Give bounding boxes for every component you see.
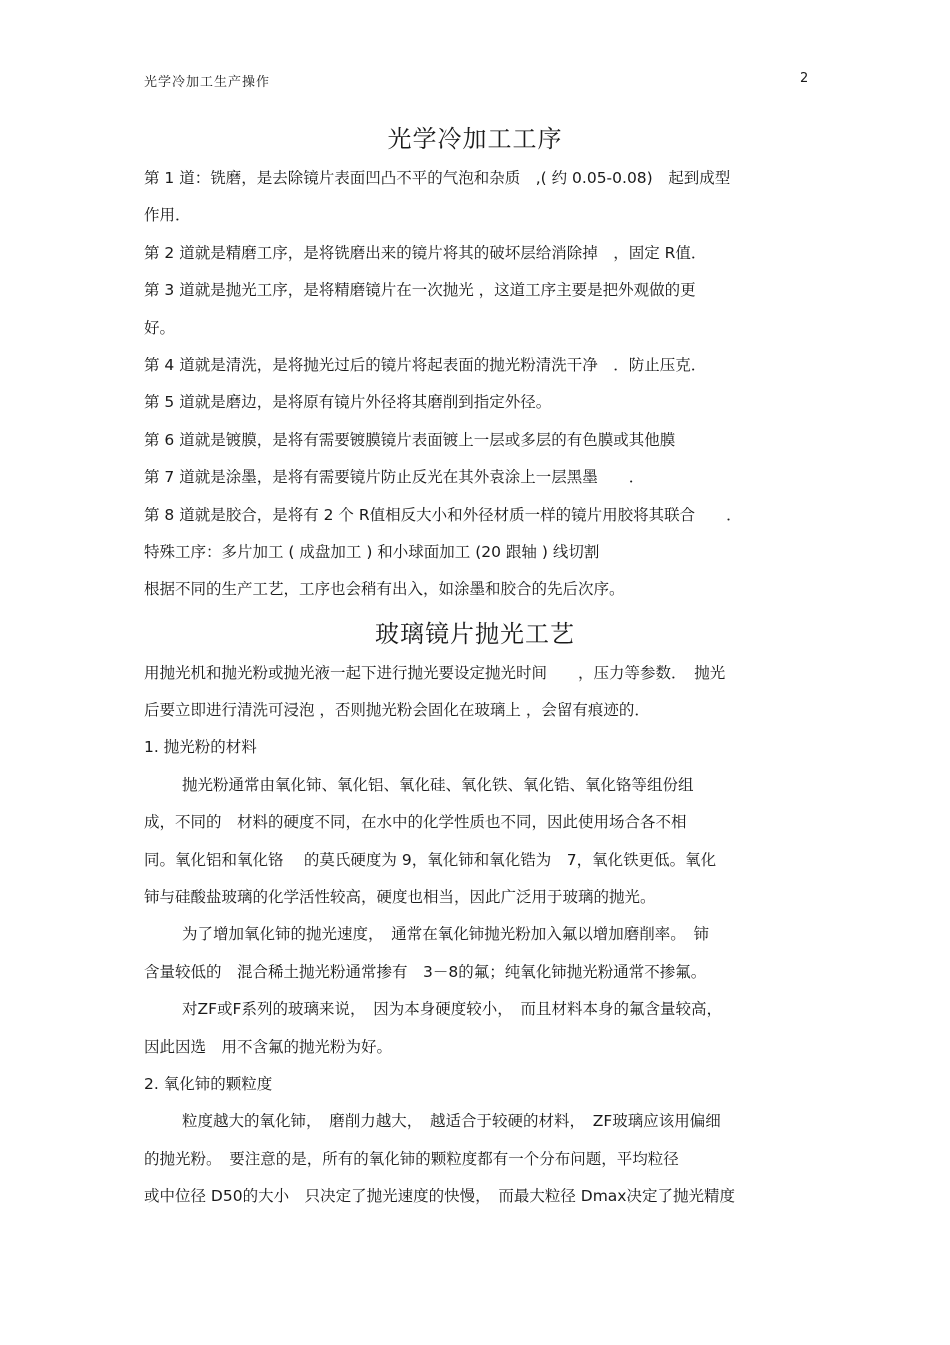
process-line: 第 4 道就是清洗，是将抛光过后的镜片将起表面的抛光粉清洗干净 ．防止压克． (144, 355, 707, 374)
intro-line: 后要立即进行清洗可浸泡 ，否则抛光粉会固化在玻璃上 ，会留有痕迹的． (144, 701, 650, 720)
process-line: 第 8 道就是胶合，是将有 2 个 R值相反大小和外径材质一样的镜片用胶将其联合 ． (144, 505, 742, 524)
paragraph-line: 粒度越大的氧化铈， 磨削力越大， 越适合于较硬的材料， ZF玻璃应该用偏细 (182, 1112, 721, 1131)
process-line: 特殊工序：多片加工 ( 成盘加工 ) 和小球面加工 (20 跟轴 ) 线切割 (144, 542, 600, 561)
subheading-polishing-powder-material: 1. 抛光粉的材料 (144, 738, 257, 757)
process-line: 好。 (144, 318, 176, 337)
document-body (144, 118, 806, 1216)
process-line: 第 2 道就是精磨工序，是将铣磨出来的镜片将其的破坏层给消除掉 ，固定 R值． (144, 243, 707, 262)
section-title-glass-polishing: 玻璃镜片抛光工艺 (375, 619, 575, 648)
paragraph-line: 同。氧化铝和氧化铬 的莫氏硬度为 9，氧化铈和氧化锆为 7，氧化铁更低。氧化 (144, 850, 717, 869)
paragraph-line: 抛光粉通常由氧化铈、氧化铝、氧化硅、氧化铁、氧化锆、氧化铬等组份组 (182, 775, 694, 794)
process-line: 第 7 道就是涂墨，是将有需要镜片防止反光在其外袁涂上一层黑墨 ． (144, 468, 645, 487)
process-line: 根据不同的生产工艺，工序也会稍有出入，如涂墨和胶合的先后次序。 (144, 580, 625, 599)
paragraph-line: 成，不同的 材料的硬度不同，在水中的化学性质也不同，因此使用场合各不相 (144, 813, 687, 832)
intro-line: 用抛光机和抛光粉或抛光液一起下进行抛光要设定抛光时间 ，压力等参数． 抛光 (144, 663, 726, 682)
paragraph-line: 为了增加氧化铈的抛光速度， 通常在氧化铈抛光粉加入氟以增加磨削率。 铈 (182, 925, 710, 944)
section-title-cold-processing: 光学冷加工工序 (387, 125, 563, 153)
paragraph-line: 的抛光粉。 要注意的是，所有的氧化铈的颗粒度都有一个分布问题，平均粒径 (144, 1149, 679, 1168)
process-line: 第 5 道就是磨边，是将原有镜片外径将其磨削到指定外径。 (144, 393, 552, 412)
subheading-cerium-oxide-particle-size: 2. 氧化铈的颗粒度 (144, 1074, 273, 1093)
paragraph-line: 铈与硅酸盐玻璃的化学活性较高，硬度也相当，因此广泛用于玻璃的抛光。 (144, 888, 656, 907)
process-line: 第 3 道就是抛光工序，是将精磨镜片在一次抛光 ，这道工序主要是把外观做的更 (144, 281, 696, 300)
paragraph-line: 或中位径 D50的大小 只决定了抛光速度的快慢， 而最大粒径 Dmax决定了抛光精度 (144, 1187, 735, 1206)
process-line: 作用． (144, 206, 191, 225)
running-header-title: 光学冷加工生产操作 (144, 75, 271, 90)
paragraph-line: 对ZF或F系列的玻璃来说， 因为本身硬度较小， 而且材料本身的氟含量较高， (182, 1000, 722, 1019)
process-line: 第 6 道就是镀膜，是将有需要镀膜镜片表面镀上一层或多层的有色膜或其他膜 (144, 430, 676, 449)
paragraph-line: 含量较低的 混合稀土抛光粉通常掺有 3－8的氟；纯氧化铈抛光粉通常不掺氟。 (144, 962, 707, 981)
process-line: 第 1 道：铣磨，是去除镜片表面凹凸不平的气泡和杂质 ,( 约 0.05-0.08) 起到成型 (144, 169, 731, 187)
page-number: 2 (800, 71, 809, 86)
paragraph-line: 因此因选 用不含氟的抛光粉为好。 (144, 1037, 393, 1056)
